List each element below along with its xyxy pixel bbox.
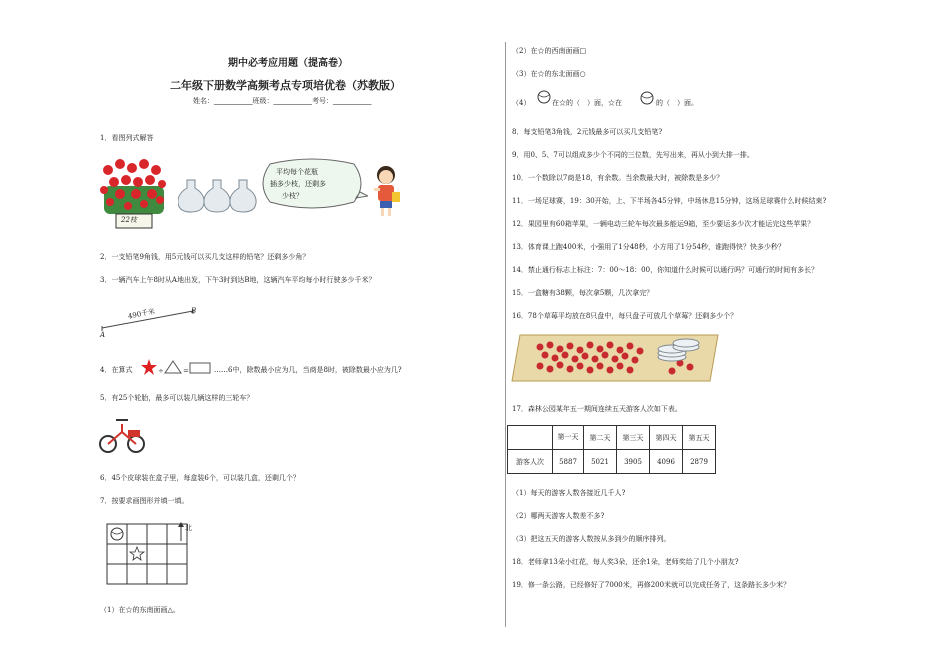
table-header-cell: 第二天: [584, 426, 617, 450]
question-10: 10．一个数除以7商是18，有余数。当余数最大时，被除数是多少？: [512, 174, 724, 182]
question-4-suffix: ……6中，除数最小应为几，当商是8时，被除数最小应为几?: [214, 366, 402, 374]
question-7-part-1: （1）在☆的东南面画△。: [100, 606, 180, 614]
page-title: 期中必考应用题（提高卷）: [228, 58, 348, 69]
table-header-cell: 第三天: [617, 426, 650, 450]
ball-icon: [111, 528, 123, 540]
table-header-cell: 第四天: [650, 426, 683, 450]
question-2: 2．一支铅笔9角钱，用5元钱可以买几支这样的铅笔？还剩多少角？: [100, 253, 310, 261]
student-info-line: 姓名：___________班级：___________考号：___________: [193, 97, 372, 105]
question-12: 12．果园里有60箱苹果，一辆电动三轮车每次最多能运9箱，至少要运多少次才能运完这些苹果？: [512, 220, 815, 228]
flower-bush: [100, 159, 166, 214]
star-outline-icon: [130, 547, 144, 560]
question-8: 8．每支铅笔3角钱，2元钱最多可以买几支铅笔?: [512, 128, 663, 136]
page-subtitle: 二年级下册数学高频考点专项培优卷（苏教版）: [170, 79, 401, 92]
vases-illustration: [178, 178, 258, 214]
ball-icon: [537, 90, 551, 104]
route-distance-label: 490千米: [127, 307, 156, 321]
question-17-part-1: （1）每天的游客人数各接近几千人?: [512, 489, 626, 497]
question-16: 16．78个草莓平均放在8只盘中，每只盘子可放几个草莓？还剩多少个？: [512, 312, 738, 320]
question-15: 15．一盒糖有38颗，每次拿5颗，几次拿完？: [512, 289, 654, 297]
table-header-cell: 第一天: [553, 426, 584, 450]
table-corner-cell: [508, 426, 553, 450]
column-divider: [505, 42, 506, 627]
girl-illustration: [368, 164, 404, 218]
question-1: 1．看图列式解答: [100, 134, 154, 142]
table-header-row: [508, 426, 716, 450]
question-4-prefix: 4．在算式: [100, 366, 133, 374]
equation-symbols: [141, 358, 213, 378]
svg-text:=: =: [183, 367, 189, 375]
question-5: 5．有25个轮胎，最多可以装几辆这样的三轮车？: [100, 394, 254, 402]
svg-text:÷: ÷: [158, 367, 164, 375]
speech-bubble-line-2: 插多少枝，还剩多: [270, 180, 326, 188]
question-7-part-3: （3）在☆的东北面画○: [512, 70, 586, 78]
triangle-icon: [165, 361, 181, 373]
table-cell: 5887: [553, 450, 584, 474]
point-b-label: B: [191, 307, 197, 315]
question-13: 13．体育课上跑400米，小强用了1分48秒，小方用了1分54秒，谁跑得快？快多少秒？: [512, 243, 785, 251]
question-7: 7．按要求画图形并填一填。: [100, 497, 189, 505]
question-17-part-2: （2）哪两天游客人数差不多?: [512, 512, 605, 520]
question-18: 18．老师拿13朵小红花，每人奖3朵，还余1朵，老师奖给了几个小朋友?: [512, 558, 739, 566]
table-cell: 5021: [584, 450, 617, 474]
rectangle-icon: [190, 363, 210, 373]
question-17: 17．森林公园某年五一期间连续五天游客人次如下表。: [512, 405, 682, 413]
table-header-cell: 第五天: [683, 426, 716, 450]
question-7-part-4-suffix: 的（ ）面。: [656, 99, 698, 107]
speech-bubble-line-1: 平均每个花瓶: [276, 168, 318, 176]
strawberries-illustration: [510, 333, 720, 383]
table-row-label: 游客人次: [508, 450, 553, 474]
question-17-part-3: （3）把这五天的游客人数按从多到少的顺序排列。: [512, 535, 671, 543]
question-3: 3．一辆汽车上午8时从A地出发，下午3时到达B地，这辆汽车平均每小时行驶多少千米？: [100, 276, 376, 284]
table-cell: 3905: [617, 450, 650, 474]
question-19: 19．修一条公路，已经修好了7000米，再修200米就可以完成任务了，这条路长多少米？: [512, 581, 791, 589]
route-diagram: [98, 300, 208, 340]
north-arrow-icon: [177, 522, 185, 542]
point-a-label: A: [100, 331, 106, 339]
flower-count-label: 22枝: [121, 216, 137, 224]
question-7-part-2: （2）在☆的西南面画□: [512, 47, 587, 55]
question-11: 11．一场足球赛，19：30开始，上、下半场各45分钟，中场休息15分钟，这场足球赛什么时候结束?: [512, 197, 827, 205]
star-icon: [141, 359, 157, 375]
speech-bubble-line-3: 少枝？: [282, 192, 303, 200]
visitor-table: [507, 425, 716, 474]
tricycle-illustration: [98, 414, 146, 454]
table-cell: 4096: [650, 450, 683, 474]
question-7-part-4-prefix: （4）: [512, 99, 531, 107]
north-label: 北: [185, 524, 192, 532]
question-7-part-4-middle: 在☆的（ ）面，☆在: [552, 99, 622, 107]
table-row: [508, 450, 716, 474]
ball-icon: [640, 91, 654, 105]
question-14: 14．禁止通行标志上标注：7：00～18：00，你知道什么时候可以通行吗？可通行的时间有多长？: [512, 266, 819, 274]
question-9: 9．用0、5、7可以组成多少个不同的三位数，先写出来，再从小到大排一排。: [512, 151, 754, 159]
question-6: 6．45个皮球装在盒子里，每盒装6个，可以装几盒，还剩几个？: [100, 474, 300, 482]
table-cell: 2879: [683, 450, 716, 474]
